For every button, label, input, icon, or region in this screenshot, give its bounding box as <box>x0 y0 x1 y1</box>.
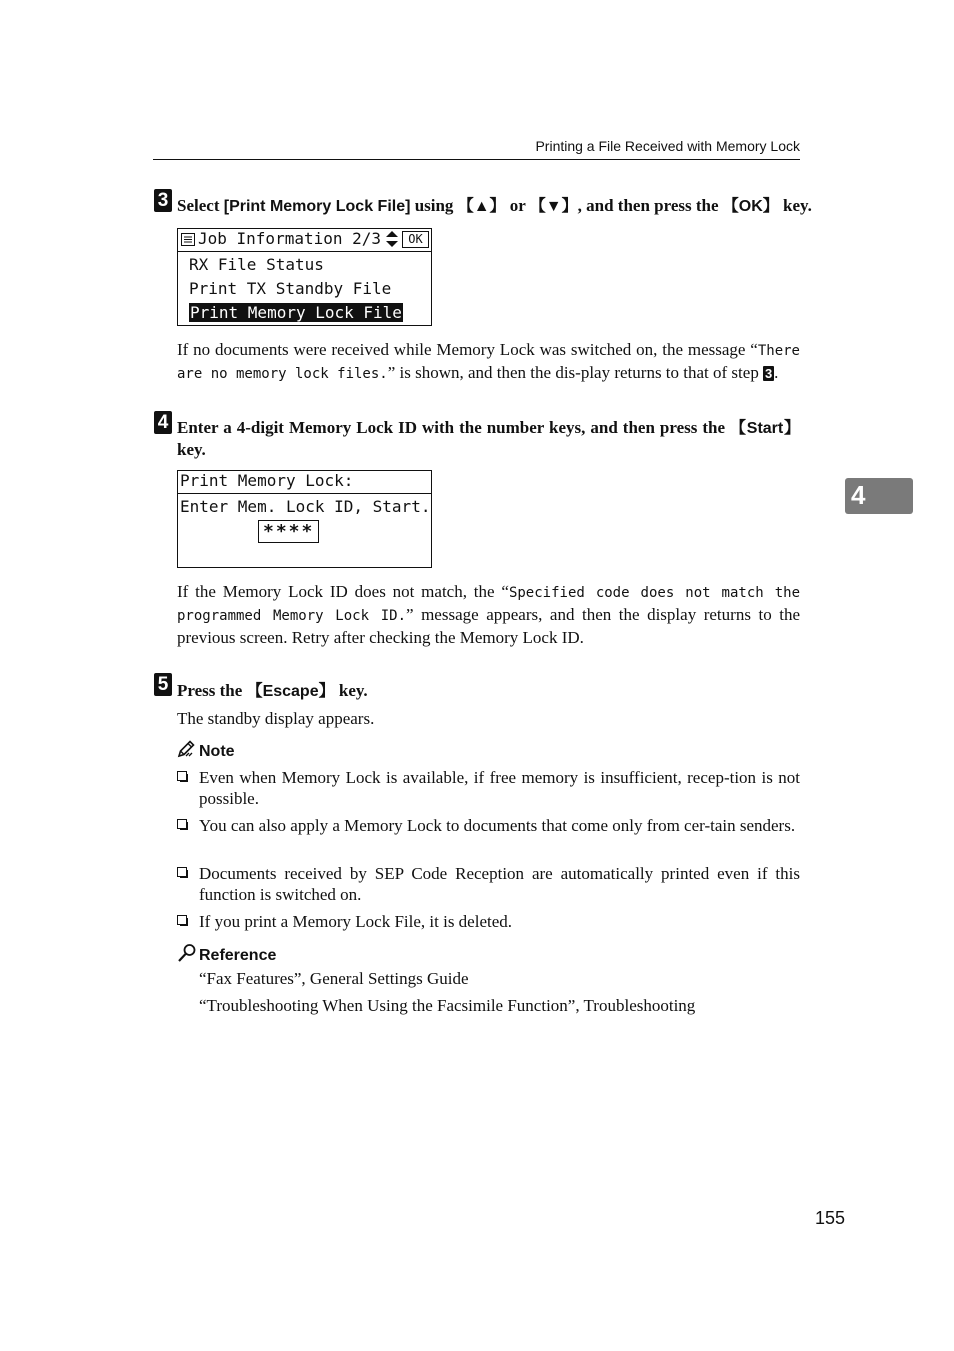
chapter-tab <box>845 478 913 514</box>
key-ok: 【OK】 <box>722 198 779 215</box>
key-down-arrow: 【▼】 <box>529 198 578 215</box>
step-3-description <box>177 339 800 385</box>
chapter-number: 4 <box>851 480 866 510</box>
step-5-badge: 5 <box>154 673 172 696</box>
note-item-text: Even when Memory Lock is available, if free memory is insufficient, recep-tion is not possible. <box>199 768 800 808</box>
up-down-arrow-icon <box>386 231 398 247</box>
lcd-masked-id-field: **** <box>258 520 319 543</box>
reference-link[interactable]: “Fax Features”, General Settings Guide <box>199 969 469 988</box>
lcd-title: Job Information 2/3 <box>198 229 382 248</box>
message-code-mismatch: Specified code does not match the programmed Memory Lock ID. <box>177 585 800 624</box>
step-5-description: The standby display appears. <box>177 709 375 728</box>
lcd-print-memory-lock <box>177 470 432 568</box>
message-no-memory-lock-files: There are no memory lock files. <box>177 343 800 382</box>
lcd-title: Print Memory Lock: <box>180 471 354 490</box>
key-up-arrow: 【▲】 <box>457 198 506 215</box>
step-3-text-c: or <box>505 196 530 215</box>
step-3-desc-b: ” is shown, and then the dis-play returns to that of step <box>387 363 764 382</box>
checkbox-bullet-icon <box>177 819 187 829</box>
lcd-ok-button: OK <box>402 231 429 248</box>
reference-heading: Reference <box>199 947 277 964</box>
step-4-text-a: Enter a 4-digit Memory Lock ID with the number keys, and then press the <box>177 418 731 437</box>
step-4-text-b: key. <box>177 440 206 459</box>
lcd-separator <box>178 493 431 494</box>
step-3-text-a: Select <box>177 196 224 215</box>
lcd-separator <box>178 251 431 252</box>
page-number: 155 <box>814 1208 845 1228</box>
key-start: 【Start】 <box>730 420 800 437</box>
note-item <box>177 767 800 809</box>
lcd-item-print-memory-lock-file-selected: Print Memory Lock File <box>190 303 402 322</box>
step-4-instruction <box>177 417 800 460</box>
step-3-text-e: key. <box>778 196 812 215</box>
running-header: Printing a File Received with Memory Lock <box>535 138 800 154</box>
step-5-instruction <box>177 680 800 702</box>
magnifier-icon <box>177 943 197 963</box>
list-icon <box>181 233 195 246</box>
note-heading: Note <box>199 743 235 760</box>
note-item-text: If you print a Memory Lock File, it is deleted. <box>199 912 513 931</box>
checkbox-bullet-icon <box>177 915 187 925</box>
step-3-instruction <box>177 195 812 217</box>
step-3-badge: 3 <box>154 189 172 212</box>
key-print-memory-lock-file: [Print Memory Lock File] <box>223 198 411 215</box>
pencil-icon <box>177 740 197 758</box>
lcd-job-information <box>177 228 432 326</box>
lcd-item-rx-file-status: RX File Status <box>189 255 324 274</box>
step-ref-badge: 3 <box>764 366 773 381</box>
key-escape: 【Escape】 <box>246 683 335 700</box>
reference-link[interactable]: “Troubleshooting When Using the Facsimile Function”, Troubleshooting <box>199 996 696 1015</box>
lcd-item-print-tx-standby-file: Print TX Standby File <box>189 279 392 298</box>
lcd-prompt: Enter Mem. Lock ID, Start. <box>180 497 431 516</box>
step-3-desc-c: . <box>774 363 779 382</box>
header-rule <box>153 159 800 160</box>
step-5-text-a: Press the <box>177 681 247 700</box>
note-item <box>177 911 800 932</box>
note-item <box>177 863 800 905</box>
step-4-desc-b: ” message appears, and then the display returns to the previous screen. Retry after checking the Memory Lock ID. <box>177 605 800 647</box>
note-item-text: Documents received by SEP Code Reception are automatically printed even if this function is switched on. <box>199 864 800 904</box>
step-5-text-b: key. <box>334 681 368 700</box>
step-4-badge: 4 <box>154 411 172 434</box>
step-4-description <box>177 581 800 648</box>
step-4-desc-a: If the Memory Lock ID does not match, the “ <box>177 582 509 601</box>
checkbox-bullet-icon <box>177 771 187 781</box>
checkbox-bullet-icon <box>177 867 187 877</box>
note-item-text: You can also apply a Memory Lock to documents that come only from cer-tain senders. <box>199 816 796 835</box>
step-3-text-b: using <box>410 196 458 215</box>
note-item <box>177 815 800 836</box>
step-3-text-d: , and then press the <box>577 196 723 215</box>
step-3-desc-a: If no documents were received while Memory Lock was switched on, the message “ <box>177 340 758 359</box>
